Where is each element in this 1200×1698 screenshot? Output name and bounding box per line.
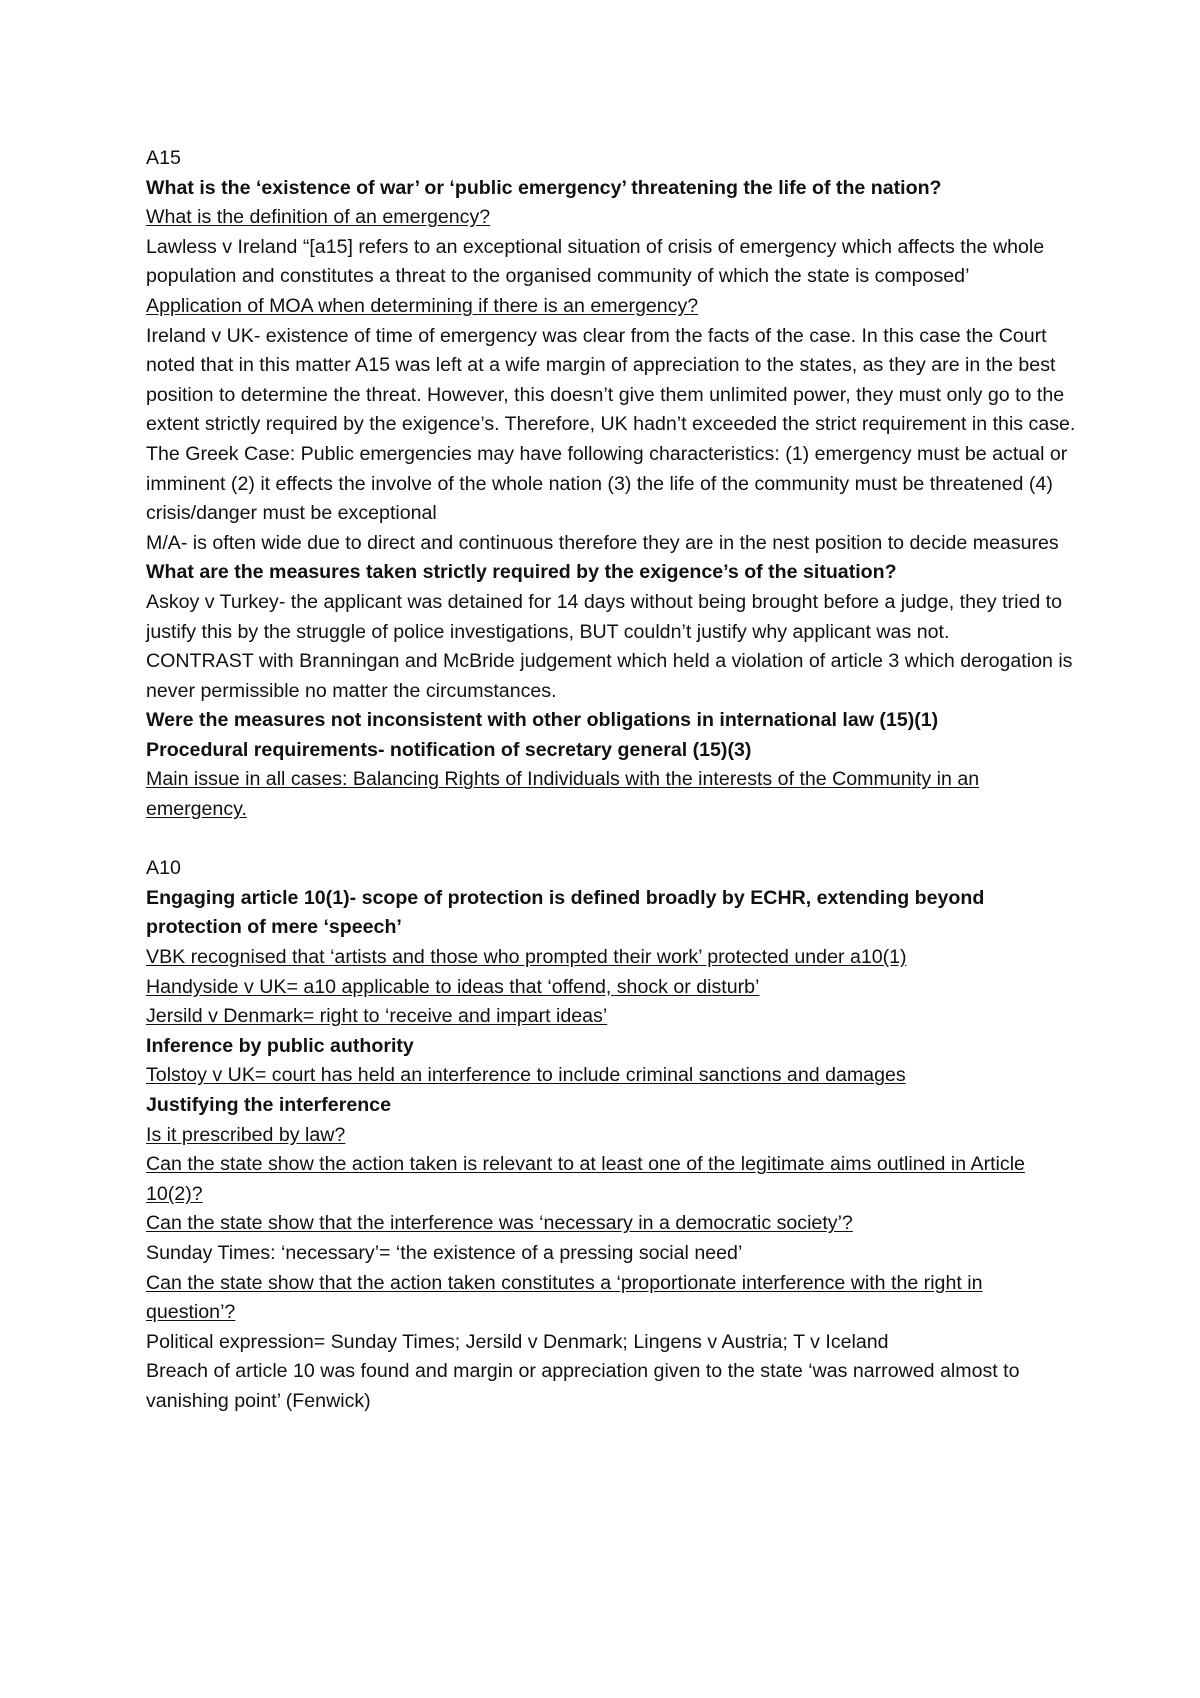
section-heading-a15: A15: [146, 147, 181, 169]
question-proportionate: Can the state show that the action taken constitutes a ‘proportionate interference with the right in question’?: [146, 1271, 983, 1324]
case-vbk: VBK recognised that ‘artists and those who prompted their work’ protected under a10(1): [146, 946, 907, 969]
procedural-requirements: Procedural requirements- notification of secretary general (15)(3): [146, 738, 752, 761]
subheading-moa: Application of MOA when determining if there is an emergency?: [146, 294, 699, 317]
paragraph-political-expression: Political expression= Sunday Times; Jersild v Denmark; Lingens v Austria; T v Iceland: [146, 1330, 889, 1353]
subheading-inference: Inference by public authority: [146, 1034, 414, 1057]
paragraph-greek-case: The Greek Case: Public emergencies may have following characteristics: (1) emergency must be actual or imminent (2) it effects the involve of the whole nation (3) the life of the community must be threatened (4) crisis/danger must be exceptional: [146, 442, 1068, 525]
case-jersild: Jersild v Denmark= right to ‘receive and impart ideas’: [146, 1005, 608, 1028]
paragraph-ireland-uk: Ireland v UK- existence of time of emergency was clear from the facts of the case. In this case the Court noted that in this matter A15 was left at a wife margin of appreciation to the states, as they are in the best position to determine the threat. However, this doesn’t give them unlimited power, they must only go to the extent strictly required by the exigence’s. Therefore, UK hadn’t exceeded the strict requirement in this case.: [146, 324, 1076, 436]
question-legitimate-aims: Can the state show the action taken is relevant to at least one of the legitimate aims outlined in Article 10(2)?: [146, 1153, 1025, 1205]
paragraph-askoy: Askoy v Turkey- the applicant was detained for 14 days without being brought before a judge, they tried to justify this by the struggle of police investigations, BUT couldn’t justify why applicant was not.: [146, 590, 1063, 643]
paragraph-margin: M/A- is often wide due to direct and continuous therefore they are in the nest position to decide measures: [146, 531, 1059, 554]
subheading-definition: What is the definition of an emergency?: [146, 206, 491, 229]
paragraph-lawless: Lawless v Ireland “[a15] refers to an exceptional situation of crisis of emergency which affects the whole population and constitutes a threat to the organised community of which the state is composed’: [146, 235, 1045, 288]
question-measures: What are the measures taken strictly required by the exigence’s of the situation?: [146, 561, 897, 584]
engaging-article-10: Engaging article 10(1)- scope of protection is defined broadly by ECHR, extending beyond protection of mere ‘speech’: [146, 886, 985, 939]
main-issue: Main issue in all cases: Balancing Rights of Individuals with the interests of the Community in an emergency.: [146, 768, 980, 821]
question-prescribed: Is it prescribed by law?: [146, 1123, 346, 1146]
paragraph-breach: Breach of article 10 was found and margin or appreciation given to the state ‘was narrowed almost to vanishing point’ (Fenwick): [146, 1360, 1020, 1412]
question-war-emergency: What is the ‘existence of war’ or ‘public emergency’ threatening the life of the nation?: [146, 176, 942, 199]
section-spacer: [146, 825, 1076, 855]
section-heading-a10: A10: [146, 857, 181, 880]
case-handyside: Handyside v UK= a10 applicable to ideas that ‘offend, shock or disturb’: [146, 975, 760, 998]
question-inconsistent: Were the measures not inconsistent with other obligations in international law (15)(1): [146, 709, 939, 732]
paragraph-sunday-times: Sunday Times: ‘necessary’= ‘the existence of a pressing social need’: [146, 1241, 743, 1264]
paragraph-contrast: CONTRAST with Branningan and McBride judgement which held a violation of article 3 which derogation is never permissible no matter the circumstances.: [146, 650, 1073, 702]
subheading-justifying: Justifying the interference: [146, 1094, 391, 1116]
document-body: [146, 144, 1076, 1417]
question-necessary: Can the state show that the interference was ‘necessary in a democratic society’?: [146, 1212, 853, 1235]
case-tolstoy: Tolstoy v UK= court has held an interference to include criminal sanctions and damages: [146, 1064, 906, 1087]
